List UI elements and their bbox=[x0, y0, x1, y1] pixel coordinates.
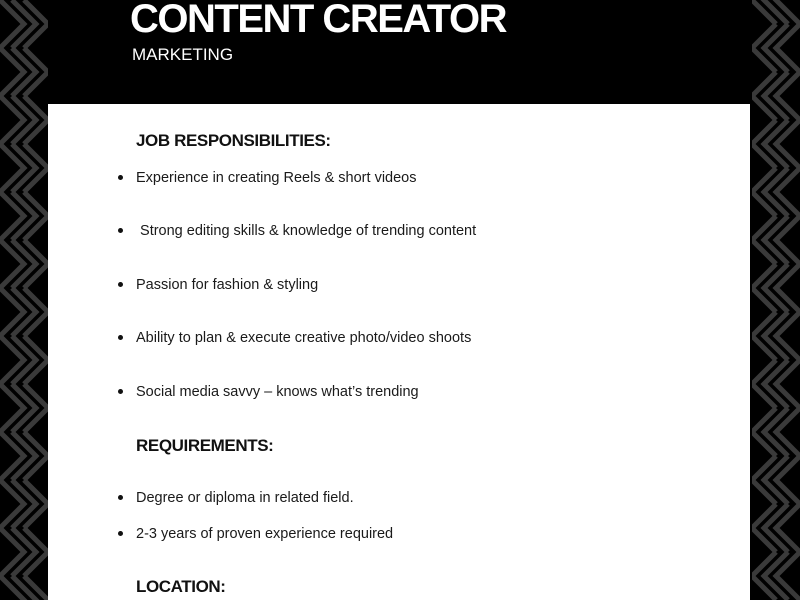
left-chevron-pattern bbox=[0, 0, 48, 600]
list-item bbox=[118, 488, 718, 508]
list-item bbox=[118, 275, 718, 295]
location-heading: LOCATION: bbox=[136, 577, 226, 596]
list-item bbox=[118, 328, 718, 348]
right-chevron-pattern bbox=[752, 0, 800, 600]
page-title: CONTENT CREATOR bbox=[130, 0, 507, 41]
requirements-heading: REQUIREMENTS: bbox=[136, 436, 274, 455]
bullet-icon bbox=[118, 389, 123, 394]
page-subtitle: MARKETING bbox=[132, 45, 234, 64]
chevron-pattern-right-svg bbox=[752, 0, 800, 600]
list-item-text: Passion for fashion & styling bbox=[136, 277, 319, 293]
job-description-card bbox=[48, 104, 750, 600]
list-item-text: Strong editing skills & knowledge of trending content bbox=[136, 223, 477, 239]
bullet-icon bbox=[118, 335, 123, 340]
chevron-pattern-left-svg bbox=[0, 0, 48, 600]
list-item-text: 2-3 years of proven experience required bbox=[136, 526, 394, 542]
list-item bbox=[118, 524, 718, 544]
bullet-icon bbox=[118, 282, 123, 287]
bullet-icon bbox=[118, 175, 123, 180]
list-item bbox=[118, 168, 718, 188]
responsibilities-heading: JOB RESPONSIBILITIES: bbox=[136, 131, 331, 150]
bullet-icon bbox=[118, 495, 123, 500]
list-item-text: Social media savvy – knows what’s trending bbox=[136, 384, 419, 400]
list-item bbox=[118, 382, 718, 402]
list-item-text: Experience in creating Reels & short videos bbox=[136, 170, 417, 186]
list-item bbox=[118, 221, 718, 241]
list-item-text: Degree or diploma in related field. bbox=[136, 490, 354, 506]
bullet-icon bbox=[118, 531, 123, 536]
bullet-icon bbox=[118, 228, 123, 233]
list-item-text: Ability to plan & execute creative photo/video shoots bbox=[136, 330, 472, 346]
